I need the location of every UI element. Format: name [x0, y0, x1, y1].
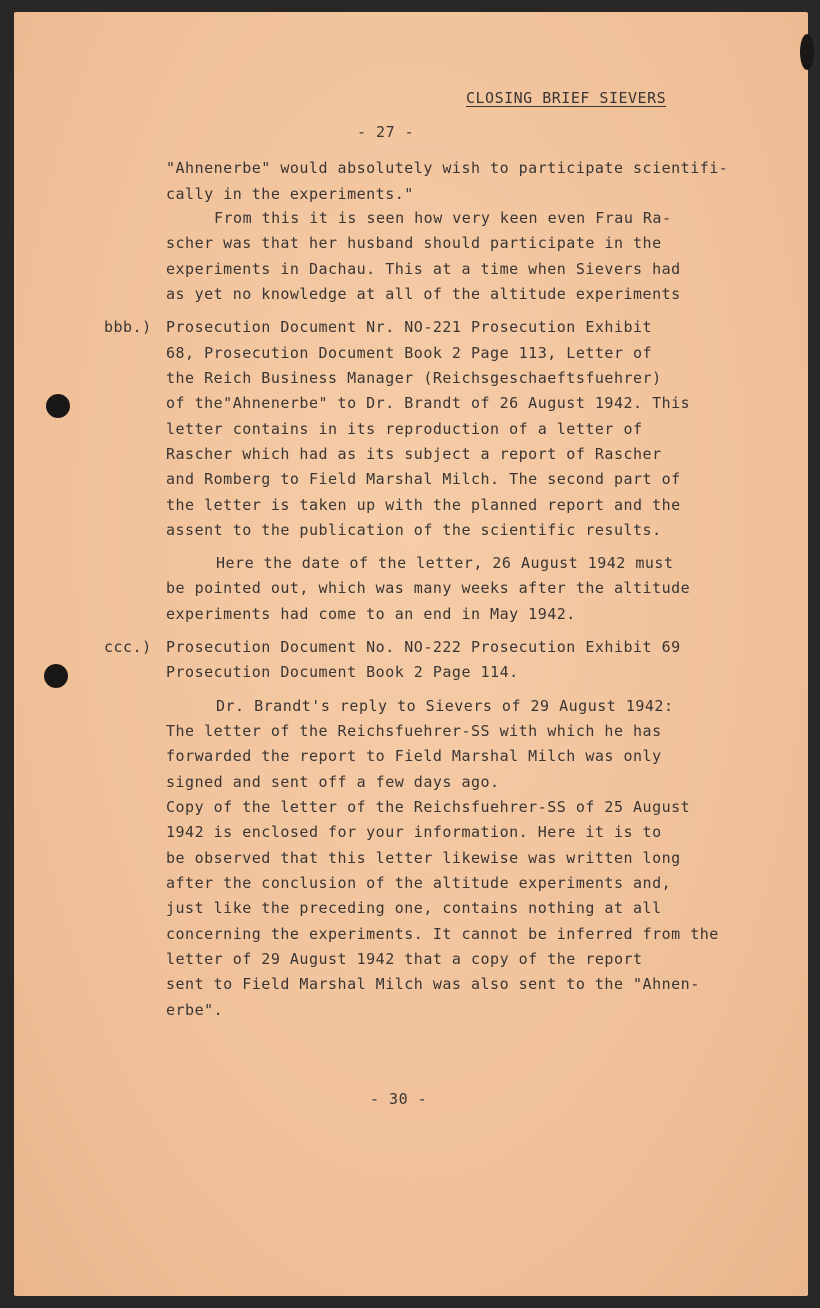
- text-line: cally in the experiments.": [166, 185, 414, 203]
- text-line: after the conclusion of the altitude experiments and,: [166, 874, 672, 892]
- text-line: Rascher which had as its subject a report of Rascher: [166, 445, 662, 463]
- text-line: Copy of the letter of the Reichsfuehrer-SS of 25 August: [166, 798, 691, 816]
- text-line: the Reich Business Manager (Reichsgeschaeftsfuehrer): [166, 369, 662, 387]
- text-line: as yet no knowledge at all of the altitude experiments: [166, 285, 681, 303]
- text-line: Dr. Brandt's reply to Sievers of 29 August 1942:: [216, 697, 674, 715]
- text-line: be observed that this letter likewise was written long: [166, 849, 681, 867]
- text-line: experiments in Dachau. This at a time when Sievers had: [166, 260, 681, 278]
- text-line: The letter of the Reichsfuehrer-SS with which he has: [166, 722, 662, 740]
- text-line: of the"Ahnenerbe" to Dr. Brandt of 26 August 1942. This: [166, 394, 691, 412]
- text-line: From this it is seen how very keen even Frau Ra-: [214, 209, 672, 227]
- text-line: erbe".: [166, 1001, 224, 1019]
- page-edge-notch: [800, 34, 814, 70]
- text-line: "Ahnenerbe" would absolutely wish to participate scientifi-: [166, 159, 729, 177]
- document-page: [14, 12, 808, 1296]
- punch-hole-lower: [44, 664, 68, 688]
- document-header-title: CLOSING BRIEF SIEVERS: [466, 89, 667, 107]
- text-line: Prosecution Document Nr. NO-221 Prosecution Exhibit: [166, 318, 653, 336]
- text-line: Here the date of the letter, 26 August 1942 must: [216, 554, 674, 572]
- text-line: letter contains in its reproduction of a letter of: [166, 420, 643, 438]
- text-line: be pointed out, which was many weeks after the altitude: [166, 579, 691, 597]
- text-line: assent to the publication of the scientific results.: [166, 521, 662, 539]
- section-marker-ccc: ccc.): [104, 638, 152, 656]
- text-line: Prosecution Document Book 2 Page 114.: [166, 663, 519, 681]
- text-line: sent to Field Marshal Milch was also sent to the "Ahnen-: [166, 975, 700, 993]
- text-line: forwarded the report to Field Marshal Milch was only: [166, 747, 662, 765]
- text-line: signed and sent off a few days ago.: [166, 773, 500, 791]
- text-line: 1942 is enclosed for your information. Here it is to: [166, 823, 662, 841]
- text-line: just like the preceding one, contains nothing at all: [166, 899, 662, 917]
- text-line: letter of 29 August 1942 that a copy of the report: [166, 950, 643, 968]
- text-line: Prosecution Document No. NO-222 Prosecution Exhibit 69: [166, 638, 681, 656]
- section-marker-bbb: bbb.): [104, 318, 152, 336]
- punch-hole-upper: [46, 394, 70, 418]
- text-line: experiments had come to an end in May 1942.: [166, 605, 576, 623]
- text-line: 68, Prosecution Document Book 2 Page 113, Letter of: [166, 344, 653, 362]
- text-line: and Romberg to Field Marshal Milch. The second part of: [166, 470, 681, 488]
- page-number-bottom: - 30 -: [370, 1090, 428, 1108]
- text-line: concerning the experiments. It cannot be inferred from the: [166, 925, 719, 943]
- text-line: the letter is taken up with the planned report and the: [166, 496, 681, 514]
- page-number-top: - 27 -: [357, 123, 415, 141]
- text-line: scher was that her husband should participate in the: [166, 234, 662, 252]
